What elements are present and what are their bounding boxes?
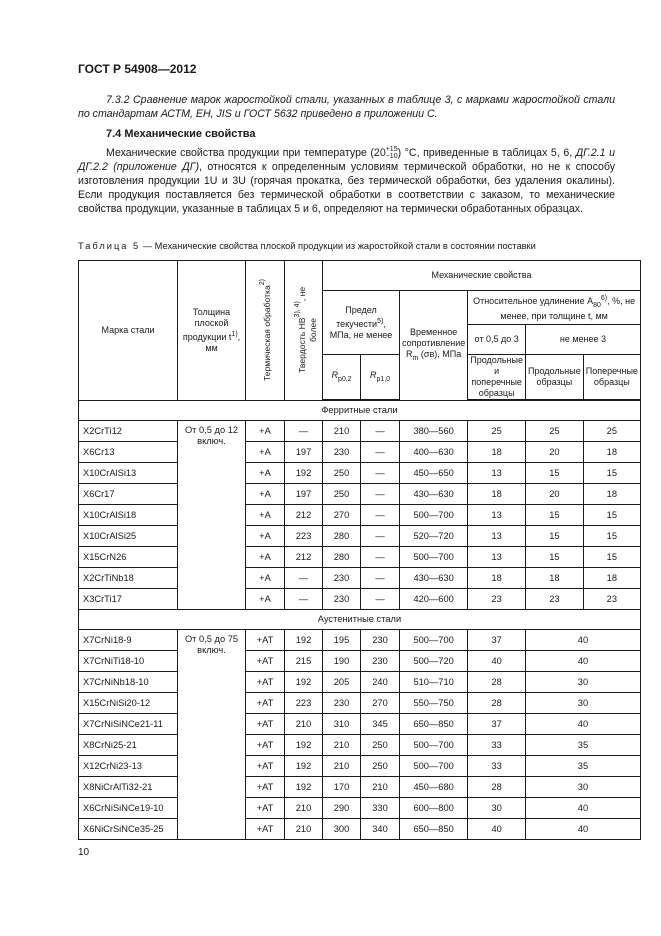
cell-elong-trans: 15	[583, 505, 640, 526]
cell-rp02: 310	[323, 714, 361, 735]
cell-elong-trans: 18	[583, 484, 640, 505]
footnote-ref: 1)	[231, 330, 238, 338]
cell-rp02: 190	[323, 651, 361, 672]
cell-rp02: 250	[323, 463, 361, 484]
cell-tensile: 430—630	[400, 568, 468, 589]
header-tensile-text: Временное сопротивление R	[402, 326, 466, 359]
cell-rp10: 250	[361, 756, 400, 777]
header-long: Продольные образцы	[526, 355, 584, 401]
header-yield-tail: , МПа, не менее	[329, 318, 393, 340]
cell-heat-treatment: +A	[246, 484, 285, 505]
cell-elong-thick: 40	[526, 651, 641, 672]
table-caption-label: Таблица 5	[78, 241, 141, 251]
cell-elong-thin: 18	[468, 442, 526, 463]
cell-grade: X3CrTi17	[79, 589, 178, 610]
cell-tensile: 550—750	[400, 693, 468, 714]
cell-elong-trans: 18	[583, 442, 640, 463]
header-hardness	[285, 261, 323, 401]
cell-thickness: От 0,5 до 75 включ.	[178, 630, 246, 840]
header-hardness-tail: , не более	[296, 287, 318, 343]
cell-elong-thin: 25	[468, 421, 526, 442]
cell-grade: X15CrN26	[79, 547, 178, 568]
cell-rp02: 230	[323, 568, 361, 589]
symbol: R	[369, 369, 377, 380]
cell-elong-thin: 13	[468, 547, 526, 568]
header-rp10	[361, 355, 400, 401]
symbol: R	[331, 369, 338, 380]
cell-tensile: 430—630	[400, 484, 468, 505]
cell-elong-long: 23	[526, 589, 584, 610]
cell-rp10: —	[361, 568, 400, 589]
header-thickness-unit: , мм	[205, 331, 241, 353]
cell-hardness: 212	[285, 547, 323, 568]
table-row	[79, 735, 641, 756]
cell-grade: X15CrNiSi20-12	[79, 693, 178, 714]
cell-grade: X10CrAlSi18	[79, 505, 178, 526]
cell-elong-thin: 40	[468, 819, 526, 840]
cell-elong-trans: 18	[583, 568, 640, 589]
cell-rp10: 250	[361, 735, 400, 756]
cell-rp02: 280	[323, 526, 361, 547]
cell-elong-trans: 23	[583, 589, 640, 610]
cell-elong-long: 15	[526, 526, 584, 547]
cell-tensile: 650—850	[400, 819, 468, 840]
cell-heat-treatment: +AT	[246, 693, 285, 714]
subscript: 80	[593, 302, 601, 309]
cell-elong-thin: 28	[468, 672, 526, 693]
group-title: Аустенитные стали	[79, 610, 641, 630]
cell-elong-thin: 37	[468, 630, 526, 651]
table-caption-text: — Механические свойства плоской продукции из жаростойкой стали в состоянии поставки	[140, 241, 536, 251]
cell-elong-thin: 40	[468, 651, 526, 672]
table-row	[79, 589, 641, 610]
cell-elong-thin: 18	[468, 568, 526, 589]
cell-tensile: 510—710	[400, 672, 468, 693]
cell-heat-treatment: +A	[246, 505, 285, 526]
cell-elong-thin: 30	[468, 798, 526, 819]
cell-rp10: —	[361, 421, 400, 442]
cell-elong-thick: 40	[526, 819, 641, 840]
cell-heat-treatment: +AT	[246, 819, 285, 840]
group-row	[79, 610, 641, 630]
table-row	[79, 672, 641, 693]
cell-heat-treatment: +A	[246, 568, 285, 589]
header-thick: не менее 3	[526, 325, 641, 355]
paragraph-text-part2: ) °С, приведенные в таблицах 5, 6,	[397, 147, 576, 159]
cell-elong-thick: 35	[526, 735, 641, 756]
cell-rp10: 230	[361, 651, 400, 672]
cell-grade: X2CrTi12	[79, 421, 178, 442]
cell-rp10: —	[361, 526, 400, 547]
cell-elong-trans: 15	[583, 526, 640, 547]
cell-rp02: 300	[323, 819, 361, 840]
cell-elong-trans: 15	[583, 547, 640, 568]
cell-elong-long: 18	[526, 568, 584, 589]
cell-elong-thin: 13	[468, 526, 526, 547]
header-mechanical-properties: Механические свойства	[323, 261, 641, 291]
cell-grade: X6CrNiSiNCe19-10	[79, 798, 178, 819]
header-trans: Поперечные образцы	[583, 355, 640, 401]
cell-hardness: 210	[285, 714, 323, 735]
cell-grade: X2CrTiNb18	[79, 568, 178, 589]
cell-rp02: 230	[323, 693, 361, 714]
table-row	[79, 547, 641, 568]
cell-hardness: 192	[285, 777, 323, 798]
cell-heat-treatment: +AT	[246, 777, 285, 798]
header-elongation	[468, 291, 641, 325]
cell-elong-thick: 40	[526, 714, 641, 735]
table-row	[79, 714, 641, 735]
cell-rp02: 230	[323, 442, 361, 463]
cell-grade: X8NiCrAlTi32-21	[79, 777, 178, 798]
cell-rp10: —	[361, 547, 400, 568]
cell-elong-thick: 30	[526, 777, 641, 798]
cell-thickness: От 0,5 до 12 включ.	[178, 421, 246, 610]
cell-rp10: 230	[361, 630, 400, 651]
cell-elong-thin: 37	[468, 714, 526, 735]
cell-rp02: 210	[323, 421, 361, 442]
footnote-ref: 3), 4)	[293, 301, 301, 318]
cell-heat-treatment: +AT	[246, 798, 285, 819]
cell-hardness: 210	[285, 798, 323, 819]
cell-rp02: 230	[323, 589, 361, 610]
cell-tensile: 600—800	[400, 798, 468, 819]
cell-tensile: 450—650	[400, 463, 468, 484]
cell-heat-treatment: +A	[246, 442, 285, 463]
cell-rp02: 210	[323, 735, 361, 756]
cell-elong-long: 25	[526, 421, 584, 442]
cell-elong-thin: 13	[468, 505, 526, 526]
cell-rp10: —	[361, 505, 400, 526]
cell-elong-thin: 23	[468, 589, 526, 610]
table-row	[79, 630, 641, 651]
paragraph-7-4	[78, 146, 615, 216]
appendix-reference: ДГ.2.1 и ДГ.2.2 (приложение ДГ)	[78, 147, 615, 174]
cell-tensile: 500—720	[400, 651, 468, 672]
cell-grade: X12CrNi23-13	[79, 756, 178, 777]
cell-heat-treatment: +AT	[246, 714, 285, 735]
cell-hardness: 215	[285, 651, 323, 672]
cell-grade: X7CrNiNb18-10	[79, 672, 178, 693]
cell-elong-thin: 28	[468, 777, 526, 798]
cell-grade: X8CrNi25-21	[79, 735, 178, 756]
header-long-and-trans: Продольные и поперечные образцы	[468, 355, 526, 401]
cell-grade: X7CrNiTi18-10	[79, 651, 178, 672]
table-body	[79, 400, 641, 840]
subscript: p1,0	[376, 375, 391, 383]
cell-tensile: 380—560	[400, 421, 468, 442]
table-row	[79, 484, 641, 505]
footnote-ref: 5)	[377, 317, 384, 325]
cell-elong-thin: 13	[468, 463, 526, 484]
table-row	[79, 819, 641, 840]
header-rp02	[323, 355, 361, 401]
page-number: 10	[78, 847, 90, 858]
footnote-ref: 6)	[600, 295, 608, 302]
header-heat-treatment	[246, 261, 285, 401]
cell-hardness: 192	[285, 463, 323, 484]
cell-grade: X7CrNiSiNCe21-11	[79, 714, 178, 735]
cell-hardness: 192	[285, 672, 323, 693]
cell-rp10: 210	[361, 777, 400, 798]
cell-hardness: 223	[285, 693, 323, 714]
cell-elong-thin: 18	[468, 484, 526, 505]
header-tensile-strength	[400, 291, 468, 401]
cell-grade: X10CrAlSi13	[79, 463, 178, 484]
cell-rp02: 270	[323, 505, 361, 526]
cell-tensile: 500—700	[400, 505, 468, 526]
cell-rp10: —	[361, 463, 400, 484]
cell-elong-thin: 33	[468, 756, 526, 777]
cell-tensile: 500—700	[400, 735, 468, 756]
cell-rp10: 330	[361, 798, 400, 819]
cell-grade: X6Cr17	[79, 484, 178, 505]
cell-grade: X6NiCrSiNCe35-25	[79, 819, 178, 840]
paragraph-7-3-2	[78, 93, 615, 121]
cell-elong-long: 20	[526, 442, 584, 463]
header-heat-treatment-text: Термическая обработка	[262, 285, 272, 382]
table-row	[79, 568, 641, 589]
table-row	[79, 651, 641, 672]
table-row	[79, 798, 641, 819]
table-row	[79, 442, 641, 463]
paragraph-text-part1: Механические свойства продукции при температуре (20	[106, 147, 386, 159]
cell-heat-treatment: +AT	[246, 630, 285, 651]
cell-elong-thin: 33	[468, 735, 526, 756]
cell-rp02: 195	[323, 630, 361, 651]
group-row	[79, 400, 641, 421]
table-caption	[78, 241, 536, 251]
cell-hardness: 212	[285, 505, 323, 526]
cell-hardness: 197	[285, 442, 323, 463]
cell-grade: X6Cr13	[79, 442, 178, 463]
cell-rp10: 240	[361, 672, 400, 693]
paragraph-text-part3: , относятся к определенным условиям термической обработки, но не к способу изготовления продукции 1U и 3U (горячая прокатка, без термической обработки, без удаления окалины). Если продукция поставляется без термической обработки в соответствии с заказом, то механические свойства продукции, указанные в таблицах 5 и 6, определяют на термически обработанных образцах.	[78, 161, 616, 216]
cell-grade: X10CrAlSi25	[79, 526, 178, 547]
header-yield-strength	[323, 291, 400, 355]
header-tensile-tail: (σв), МПа	[418, 348, 462, 359]
cell-elong-trans: 15	[583, 463, 640, 484]
table-row	[79, 421, 641, 442]
cell-heat-treatment: +A	[246, 463, 285, 484]
cell-elong-thick: 30	[526, 693, 641, 714]
cell-tensile: 520—720	[400, 526, 468, 547]
cell-grade: X7CrNi18-9	[79, 630, 178, 651]
header-grade: Марка стали	[79, 261, 178, 401]
cell-tensile: 420—600	[400, 589, 468, 610]
cell-heat-treatment: +A	[246, 526, 285, 547]
subscript: m	[412, 354, 419, 362]
tolerance-minus: −10	[385, 153, 398, 161]
header-elongation-text: Относительное удлинение A	[473, 296, 594, 306]
cell-elong-thick: 40	[526, 630, 641, 651]
cell-elong-long: 15	[526, 505, 584, 526]
cell-rp10: 340	[361, 819, 400, 840]
cell-hardness: 192	[285, 756, 323, 777]
paragraph-text: 7.3.2 Сравнение марок жаростойкой стали, указанных в таблице 3, с марками жаростойкой стали по стандартам АСТМ, ЕН, JIS и ГОСТ 5632 приведено в приложении С.	[78, 94, 615, 120]
cell-heat-treatment: +AT	[246, 735, 285, 756]
table-row	[79, 756, 641, 777]
cell-hardness: —	[285, 421, 323, 442]
cell-tensile: 500—700	[400, 630, 468, 651]
cell-heat-treatment: +A	[246, 421, 285, 442]
header-thickness	[178, 261, 246, 401]
cell-tensile: 650—850	[400, 714, 468, 735]
cell-elong-thick: 40	[526, 798, 641, 819]
cell-hardness: —	[285, 568, 323, 589]
cell-tensile: 500—700	[400, 756, 468, 777]
cell-elong-thin: 28	[468, 693, 526, 714]
cell-hardness: 192	[285, 735, 323, 756]
cell-elong-long: 15	[526, 463, 584, 484]
cell-rp10: 345	[361, 714, 400, 735]
group-title: Ферритные стали	[79, 400, 641, 421]
cell-hardness: —	[285, 589, 323, 610]
cell-rp02: 205	[323, 672, 361, 693]
table-row	[79, 777, 641, 798]
cell-heat-treatment: +A	[246, 589, 285, 610]
tolerance-plus: +15	[385, 146, 398, 154]
cell-heat-treatment: +AT	[246, 672, 285, 693]
subscript: p0,2	[337, 375, 352, 383]
cell-elong-thick: 35	[526, 756, 641, 777]
cell-hardness: 197	[285, 484, 323, 505]
cell-tensile: 400—630	[400, 442, 468, 463]
cell-tensile: 450—680	[400, 777, 468, 798]
cell-tensile: 500—700	[400, 547, 468, 568]
cell-hardness: 192	[285, 630, 323, 651]
header-yield-text: Предел текучести	[336, 304, 378, 329]
cell-rp10: —	[361, 442, 400, 463]
cell-heat-treatment: +A	[246, 547, 285, 568]
header-elongation-tail: , %, не менее, при толщине t, мм	[500, 296, 636, 321]
cell-rp02: 250	[323, 484, 361, 505]
footnote-ref: 2)	[259, 279, 266, 286]
cell-rp02: 170	[323, 777, 361, 798]
cell-elong-long: 15	[526, 547, 584, 568]
cell-hardness: 210	[285, 819, 323, 840]
document-id: ГОСТ Р 54908—2012	[78, 62, 197, 76]
cell-elong-long: 20	[526, 484, 584, 505]
cell-rp10: —	[361, 589, 400, 610]
section-title: 7.4 Механические свойства	[106, 128, 256, 140]
table-row	[79, 505, 641, 526]
table-row	[79, 463, 641, 484]
header-thickness-text: Толщина плоской продукции t	[182, 306, 232, 342]
cell-heat-treatment: +AT	[246, 651, 285, 672]
cell-elong-trans: 25	[583, 421, 640, 442]
cell-hardness: 223	[285, 526, 323, 547]
cell-rp02: 210	[323, 756, 361, 777]
cell-elong-thick: 30	[526, 672, 641, 693]
header-hardness-text: Твердость HB	[296, 317, 307, 374]
cell-rp02: 280	[323, 547, 361, 568]
cell-rp10: 270	[361, 693, 400, 714]
table-row	[79, 526, 641, 547]
mechanical-properties-table	[78, 260, 641, 840]
table-row	[79, 693, 641, 714]
cell-rp10: —	[361, 484, 400, 505]
cell-heat-treatment: +AT	[246, 756, 285, 777]
cell-rp02: 290	[323, 798, 361, 819]
header-thin: от 0,5 до 3	[468, 325, 526, 355]
temperature-tolerance	[386, 146, 398, 160]
